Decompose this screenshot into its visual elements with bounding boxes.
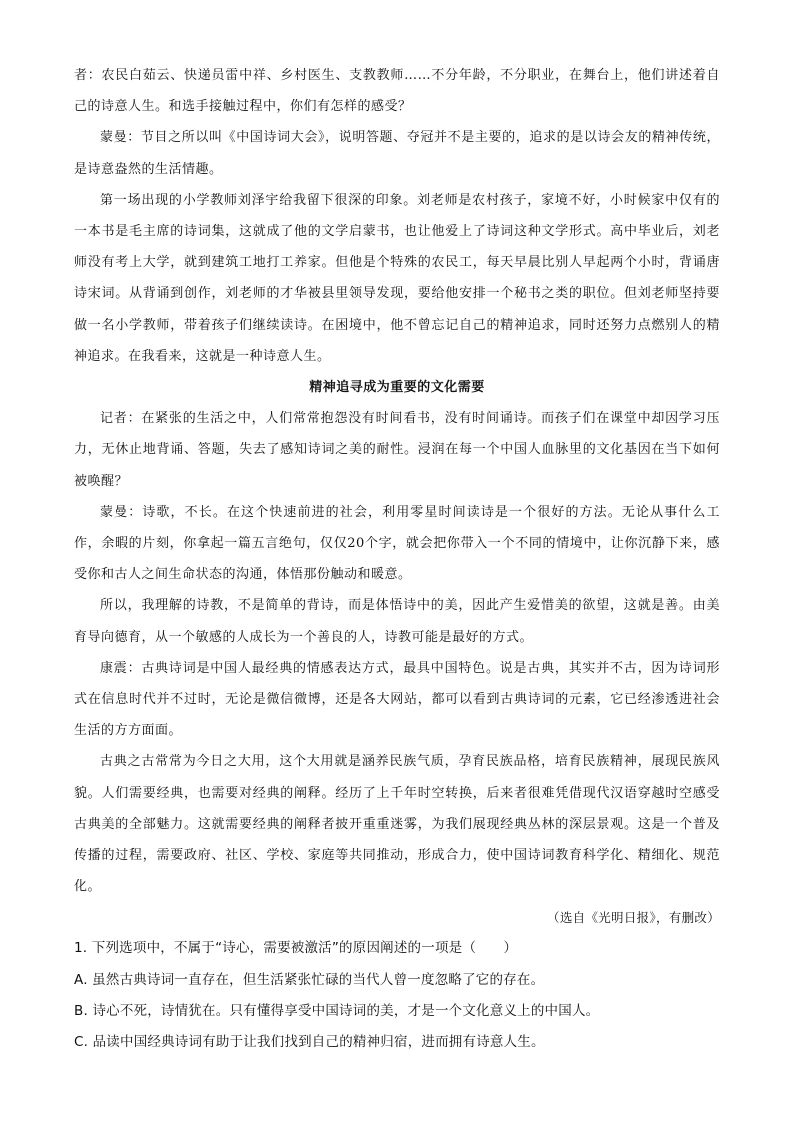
paragraph-mengman-answer: 蒙曼：节目之所以叫《中国诗词大会》，说明答题、夺冠并不是主要的，追求的是以诗会友的精神传统，是诗意盎然的生活情趣。 bbox=[74, 130, 720, 177]
paragraph-poetry-education: 所以，我理解的诗教，不是简单的背诗，而是体悟诗中的美，因此产生爱惜美的欲望，这就是善。由美育导向德育，从一个敏感的人成长为一个善良的人，诗教可能是最好的方式。 bbox=[74, 598, 720, 645]
source-citation: （选自《光明日报》，有删改） bbox=[547, 910, 720, 926]
paragraph-classic-use: 古典之古常常为今日之大用，这个大用就是涵养民族气质，孕育民族品格，培育民族精神，展现民族风貌。人们需要经典，也需要对经典的阐释。经历了上千年时空转换，后来者很难凭借现代汉语穿越时空感受古典美的全部魅力。这就需要经典的阐释者披开重重迷雾，为我们展现经典丛林的深层景观。这是一个普及传播的过程，需要政府、社区、学校、家庭等共同推动，形成合力，使中国诗词教育科学化、精细化、规范化。 bbox=[74, 754, 720, 895]
section-heading: 精神追寻成为重要的文化需要 bbox=[309, 380, 485, 396]
paragraph-reporter-question: 者：农民白茹云、快递员雷中祥、乡村医生、支教教师……不分年龄，不分职业，在舞台上，他们讲述着自己的诗意人生。和选手接触过程中，你们有怎样的感受？ bbox=[74, 68, 720, 115]
paragraph-reporter-question-2: 记者：在紧张的生活之中，人们常常抱怨没有时间看书，没有时间诵诗。而孩子们在课堂中却因学习压力，无休止地背诵、答题，失去了感知诗词之美的耐性。浸润在每一个中国人血脉里的文化基因在当下如何被唤醒？ bbox=[74, 411, 720, 489]
option-b: B. 诗心不死，诗情犹在。只有懂得享受中国诗词的美，才是一个文化意义上的中国人。 bbox=[74, 1002, 600, 1019]
document-page bbox=[74, 60, 720, 1058]
question-stem: 1. 下列选项中，不属于“诗心，需要被激活”的原因阐述的一项是（ ） bbox=[74, 940, 518, 957]
option-a: A. 虽然古典诗词一直存在，但生活紧张忙碌的当代人曾一度忽略了它的存在。 bbox=[74, 971, 545, 988]
question-block bbox=[74, 933, 720, 1058]
paragraph-teacher-story: 第一场出现的小学教师刘泽宇给我留下很深的印象。刘老师是农村孩子，家境不好，小时候家中仅有的一本书是毛主席的诗词集，这就成了他的文学启蒙书，也让他爱上了诗词这种文学形式。高中毕业后，刘老师没有考上大学，就到建筑工地打工养家。但他是个特殊的农民工，每天早晨比别人早起两个小时，背诵唐诗宋词。从背诵到创作，刘老师的才华被县里领导发现，要给他安排一个秘书之类的职位。但刘老师坚持要做一名小学教师，带着孩子们继续读诗。在困境中，他不曾忘记自己的精神追求，同时还努力点燃别人的精神追求。在我看来，这就是一种诗意人生。 bbox=[74, 192, 720, 364]
option-c: C. 品读中国经典诗词有助于让我们找到自己的精神归宿，进而拥有诗意人生。 bbox=[74, 1034, 545, 1051]
paragraph-kangzhen-answer: 康震：古典诗词是中国人最经典的情感表达方式，最具中国特色。说是古典，其实并不古，因为诗词形式在信息时代并不过时，无论是微信微博，还是各大网站，都可以看到古典诗词的元素，它已经渗透进社会生活的方方面面。 bbox=[74, 660, 720, 739]
paragraph-mengman-answer-2: 蒙曼：诗歌，不长。在这个快速前进的社会，利用零星时间读诗是一个很好的方法。无论从事什么工作，余暇的片刻，你拿起一篇五言绝句，仅仅20个字，就会把你带入一个不同的情境中，让你沉静下来，感受你和古人之间生命状态的沟通，体悟那份触动和暖意。 bbox=[74, 504, 720, 583]
